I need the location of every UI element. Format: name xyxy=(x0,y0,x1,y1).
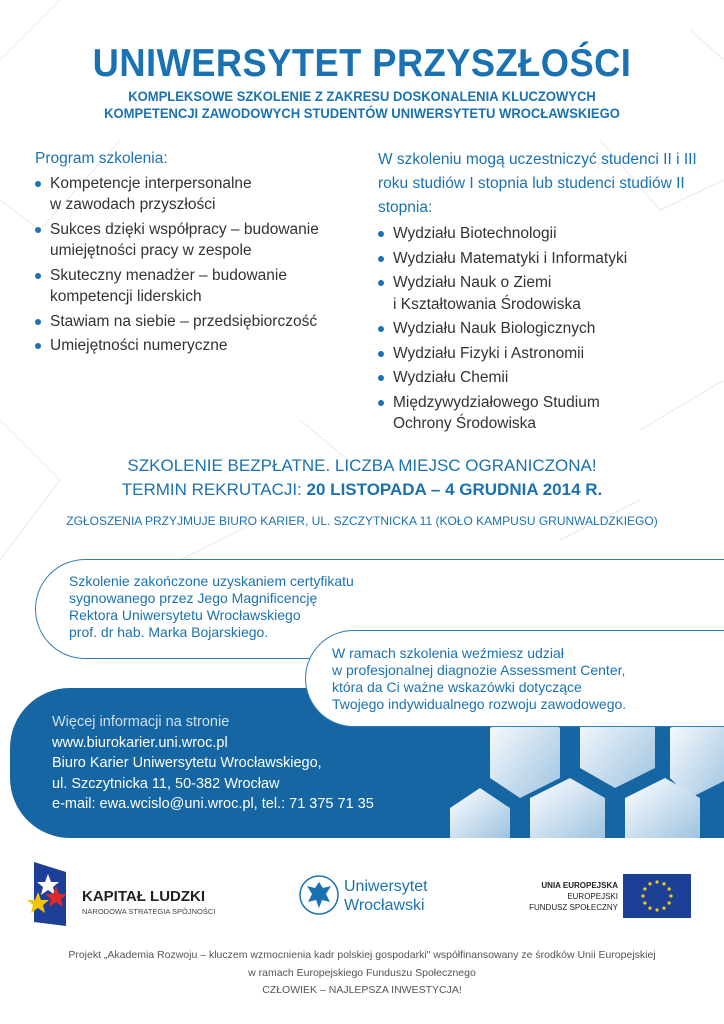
program-item: Sukces dzięki współpracy – budowanie umiejętności pracy w zespole xyxy=(35,219,355,262)
program-item: Skuteczny menadżer – budowanie kompetencji liderskich xyxy=(35,265,355,308)
faculty-item: Wydziału Biotechnologii xyxy=(378,223,718,245)
faculty-item: Wydziału Chemii xyxy=(378,367,718,389)
program-heading: Program szkolenia: xyxy=(35,150,168,167)
website-link[interactable]: www.biurokarier.uni.wroc.pl xyxy=(52,734,228,751)
eu-flag-icon xyxy=(623,874,691,918)
eu-star xyxy=(655,880,658,883)
faculty-item: Międzywydziałowego Studium Ochrony Środowiska xyxy=(378,392,718,435)
eu-star xyxy=(662,882,665,885)
assessment-info-box: W ramach szkolenia weźmiesz udział w profesjonalnej diagnozie Assessment Center, która da Ci ważne wskazówki dotyczące Twojego indywidualnego rozwoju zawodowego. xyxy=(305,630,724,727)
contact-text: Więcej informacji na stronie www.biurokarier.uni.wroc.pl Biuro Karier Uniwersytetu Wrocławskiego, ul. Szczytnicka 11, 50-382 Wrocław e-mail: ewa.wcislo@uni.wroc.pl, tel.: 71 375 71 35 xyxy=(52,712,374,815)
eu-star xyxy=(641,894,644,897)
eu-star xyxy=(668,901,671,904)
subtitle-line-1: KOMPLEKSOWE SZKOLENIE Z ZAKRESU DOSKONALENIA KLUCZOWYCH xyxy=(128,88,596,104)
recruitment-dates: TERMIN REKRUTACJI: 20 LISTOPADA – 4 GRUDNIA 2014 R. xyxy=(121,480,603,499)
program-item: Umiejętności numeryczne xyxy=(35,335,355,357)
eu-star xyxy=(643,901,646,904)
faculty-item: Wydziału Fizyki i Astronomii xyxy=(378,343,718,365)
certificate-info-box: Szkolenie zakończone uzyskaniem certyfikatu sygnowanego przez Jego Magnificencję Rektora Uniwersytetu Wrocławskiego prof. dr hab. Marka Bojarskiego. xyxy=(35,559,724,659)
program-item: Kompetencje interpersonalne w zawodach przyszłości xyxy=(35,173,355,216)
subtitle-line-2: KOMPETENCJI ZAWODOWYCH STUDENTÓW UNIWERSYTETU WROCŁAWSKIEGO xyxy=(104,105,620,121)
footer-funding-note: Projekt „Akademia Rozwoju – kluczem wzmocnienia kadr polskiej gospodarki" współfinansowany ze środków Unii Europejskiej w ramach Europejskiego Funduszu Społecznego CZŁOWIEK – NAJLEPSZA INWESTYCJA! xyxy=(68,949,656,996)
eu-star xyxy=(668,887,671,890)
eu-star xyxy=(648,882,651,885)
eu-star xyxy=(643,887,646,890)
eligibility-section xyxy=(378,148,718,435)
university-eagle-seal-icon xyxy=(298,874,340,916)
eu-star xyxy=(648,907,651,910)
uniwersytet-wroclawski-logo: Uniwersytet Wrocławski xyxy=(298,874,340,921)
application-office: ZGŁOSZENIA PRZYJMUJE BIURO KARIER, UL. SZCZYTNICKA 11 (KOŁO KAMPUSU GRUNWALDZKIEGO) xyxy=(66,514,658,528)
poster-title: UNIWERSYTET PRZYSZŁOŚCI xyxy=(92,42,632,85)
program-section xyxy=(35,148,355,357)
kapital-ludzki-stars-icon xyxy=(26,862,66,926)
faculty-item: Wydziału Matematyki i Informatyki xyxy=(378,248,718,270)
kapital-ludzki-logo: KAPITAŁ LUDZKI NARODOWA STRATEGIA SPÓJNOŚCI xyxy=(26,862,66,931)
eligibility-heading: W szkoleniu mogą uczestniczyć studenci II i III roku studiów I stopnia lub studenci studiów II stopnia: xyxy=(378,151,697,216)
eu-star xyxy=(662,907,665,910)
faculty-item: Wydziału Nauk Biologicznych xyxy=(378,318,718,340)
faculty-item: Wydziału Nauk o Ziemi i Kształtowania Środowiska xyxy=(378,272,718,315)
free-training-notice: SZKOLENIE BEZPŁATNE. LICZBA MIEJSC OGRANICZONA! xyxy=(127,456,597,475)
program-item: Stawiam na siebie – przedsiębiorczość xyxy=(35,311,355,333)
eu-star xyxy=(669,894,672,897)
email-phone[interactable]: e-mail: ewa.wcislo@uni.wroc.pl, tel.: 71 375 71 35 xyxy=(52,796,374,812)
eu-star xyxy=(655,908,658,911)
